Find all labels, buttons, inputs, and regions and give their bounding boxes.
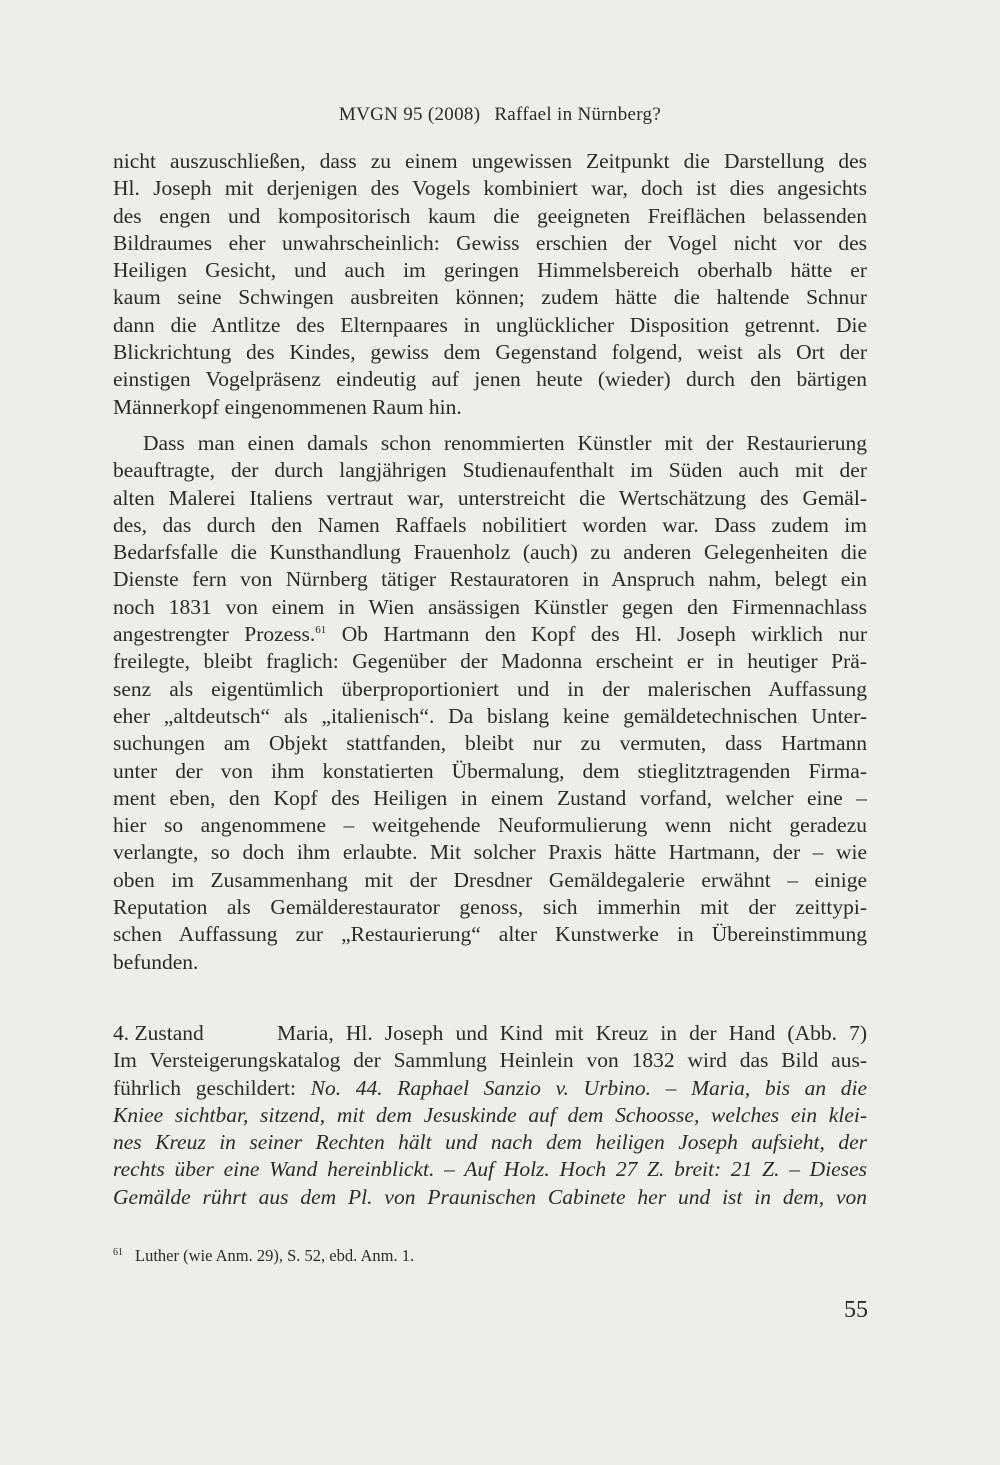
- text-line: Bildraumes eher unwahrscheinlich: Gewiss erschien der Vogel nicht vor des: [113, 230, 867, 255]
- catalog-quote-line: Kniee sichtbar, sitzend, mit dem Jesuskinde auf dem Schoosse, welches ein klei-: [113, 1102, 867, 1127]
- catalog-quote-line: nes Kreuz in seiner Rechten hält und nach dem heiligen Joseph aufsieht, der: [113, 1130, 867, 1155]
- text-segment: angestrengter Prozess.: [113, 622, 316, 647]
- text-line: befunden.: [113, 949, 199, 974]
- page-number: 55: [844, 1297, 868, 1323]
- text-line: unter der von ihm konstatierten Übermalung, dem stieglitztragenden Firma-: [113, 758, 867, 783]
- footnote-marker: 61: [113, 1246, 123, 1258]
- text-line: [113, 1075, 867, 1102]
- article-title: Raffael in Nürnberg?: [494, 104, 662, 125]
- section-number: 4. Zustand: [113, 1020, 204, 1045]
- text-line: noch 1831 von einem in Wien ansässigen Künstler gegen den Firmennachlass: [113, 594, 867, 619]
- text-line: Dass man einen damals schon renommierten Künstler mit der Restaurierung: [143, 430, 867, 455]
- text-line: suchungen am Objekt stattfanden, bleibt nur zu vermuten, dass Hartmann: [113, 731, 867, 756]
- text-line: des, das durch den Namen Raffaels nobilitiert worden war. Dass zudem im: [113, 512, 867, 537]
- footnote-text: Luther (wie Anm. 29), S. 52, ebd. Anm. 1.: [135, 1246, 415, 1265]
- paragraph-2: [113, 430, 867, 976]
- text-line: Blickrichtung des Kindes, gewiss dem Gegenstand folgend, weist als Ort der: [113, 340, 867, 365]
- paragraph-1: [113, 148, 867, 421]
- body-text: [113, 148, 867, 1211]
- catalog-quote-line: Gemälde rührt aus dem Pl. von Praunischen Cabinete her und ist in dem, von: [113, 1184, 867, 1209]
- text-line: kaum seine Schwingen ausbreiten können; zudem hätte die haltende Schnur: [113, 285, 867, 310]
- text-line: Im Versteigerungskatalog der Sammlung Heinlein von 1832 wird das Bild aus-: [113, 1048, 867, 1073]
- running-head: [0, 104, 1000, 126]
- text-line: oben im Zusammenhang mit der Dresdner Gemäldegalerie erwähnt – einige: [113, 867, 867, 892]
- section-title: Maria, Hl. Joseph und Kind mit Kreuz in der Hand (Abb. 7): [277, 1020, 867, 1045]
- text-line: Heiligen Gesicht, und auch im geringen Himmelsbereich oberhalb hätte er: [113, 258, 867, 283]
- text-line: Dienste fern von Nürnberg tätiger Restauratoren in Anspruch nahm, belegt ein: [113, 567, 867, 592]
- text-line: Bedarfsfalle die Kunsthandlung Frauenholz (auch) zu anderen Gelegenheiten die: [113, 540, 867, 565]
- text-line: dann die Antlitze des Elternpaares in unglücklicher Disposition getrennt. Die: [113, 312, 867, 337]
- text-line: des engen und kompositorisch kaum die geeigneten Freiflächen belassenden: [113, 203, 867, 228]
- text-line: alten Malerei Italiens vertraut war, unterstreicht die Wertschätzung des Gemäl-: [113, 485, 867, 510]
- text-line: senz als eigentümlich überproportioniert und in der malerischen Auffassung: [113, 676, 867, 701]
- catalog-quote: No. 44. Raphael Sanzio v. Urbino. – Maria, bis an die: [310, 1075, 867, 1100]
- text-line: Männerkopf eingenommenen Raum hin.: [113, 394, 462, 419]
- text-line: Hl. Joseph mit derjenigen des Vogels kombiniert war, doch ist dies angesichts: [113, 176, 867, 201]
- text-line: nicht auszuschließen, dass zu einem ungewissen Zeitpunkt die Darstellung des: [113, 149, 867, 173]
- text-line: [113, 621, 867, 648]
- text-line: eher „altdeutsch“ als „italienisch“. Da bislang keine gemäldetechnischen Unter-: [113, 703, 867, 728]
- text-line: verlangte, so doch ihm erlaubte. Mit solcher Praxis hätte Hartmann, der – wie: [113, 840, 867, 865]
- text-line: ment eben, den Kopf des Heiligen in einem Zustand vorfand, welcher eine –: [113, 785, 867, 810]
- section-heading: [113, 1020, 867, 1047]
- text-line: freilegte, bleibt fraglich: Gegenüber der Madonna erscheint er in heutiger Prä-: [113, 649, 867, 674]
- paragraph-3: [113, 1047, 867, 1211]
- text-segment: Ob Hartmann den Kopf des Hl. Joseph wirklich nur: [326, 622, 867, 647]
- text-line: beauftragte, der durch langjährigen Studienaufenthalt im Süden auch mit der: [113, 458, 867, 483]
- text-line: hier so angenommene – weitgehende Neuformulierung wenn nicht geradezu: [113, 813, 867, 838]
- footnote: [113, 1246, 867, 1266]
- text-line: schen Auffassung zur „Restaurierung“ alter Kunstwerke in Übereinstimmung: [113, 922, 867, 947]
- text-line: Reputation als Gemälderestaurator genoss, sich immerhin mit der zeittypi-: [113, 895, 867, 920]
- text-segment: führlich geschildert:: [113, 1075, 311, 1100]
- text-line: einstigen Vogelpräsenz eindeutig auf jenen heute (wieder) durch den bärtigen: [113, 367, 867, 392]
- footnote-reference[interactable]: 61: [315, 623, 327, 636]
- catalog-quote-line: rechts über eine Wand hereinblickt. – Auf Holz. Hoch 27 Z. breit: 21 Z. – Dieses: [113, 1157, 867, 1182]
- journal-reference: MVGN 95 (2008): [338, 104, 481, 125]
